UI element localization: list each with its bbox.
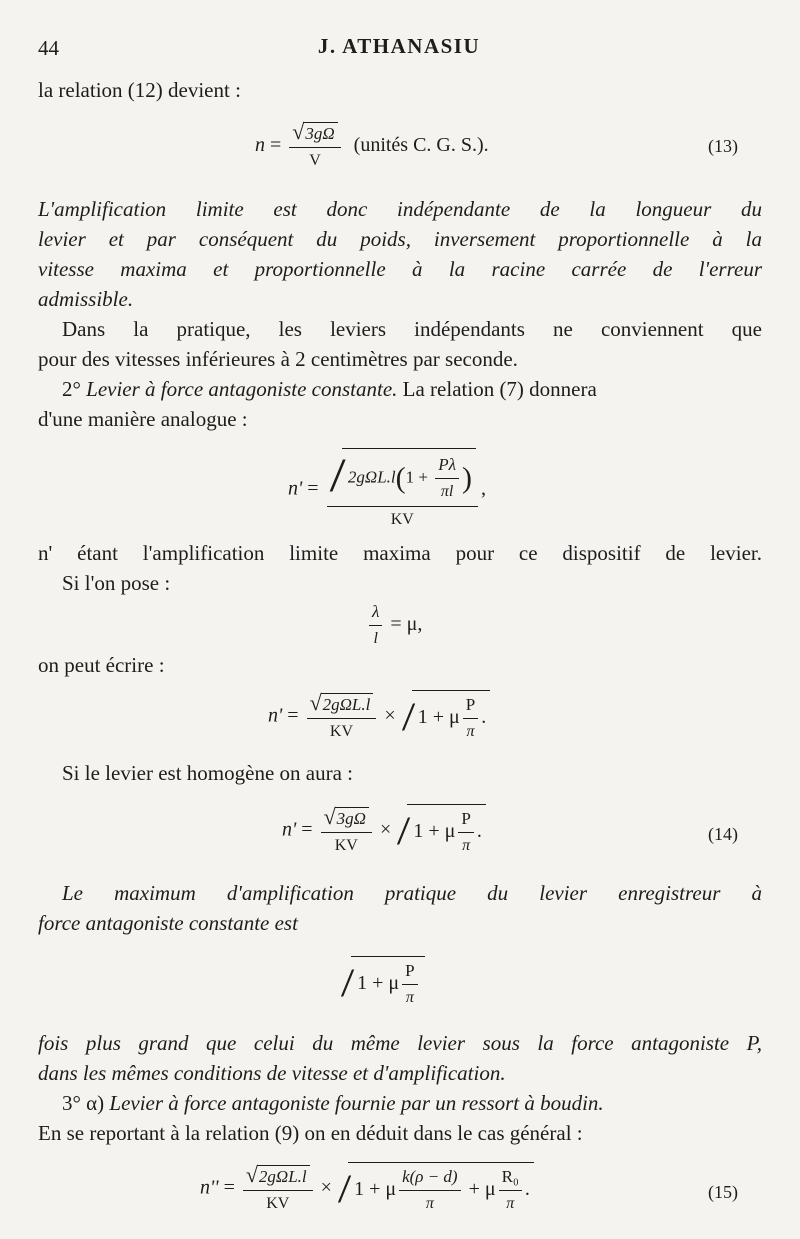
text-line: Si le levier est homogène on aura :	[62, 761, 353, 785]
eq-term: 2gΩL.	[347, 467, 391, 487]
equation-factor: / 1 + μ $\frac{P}{\pi}$	[340, 956, 425, 1010]
eq-term: l	[390, 467, 396, 487]
text-run: La relation (7) donnera	[397, 377, 597, 401]
text-line: admissible.	[38, 287, 134, 311]
eq-denominator: V	[309, 152, 321, 170]
text-line	[38, 374, 762, 404]
running-head: J. ATHANASIU	[317, 34, 481, 58]
eq-denominator: π	[466, 723, 475, 740]
eq-lhs: n'	[268, 704, 283, 727]
eq-denominator: π	[425, 1195, 434, 1212]
text-line: on peut écrire :	[38, 653, 165, 677]
eq-fraction: $\frac{\text{√2gΩL.l}}{KV}$	[307, 690, 377, 743]
section-title: Levier à force antagoniste fournie par un ressort à boudin.	[109, 1091, 604, 1115]
eq-fraction: $\frac{\text{√2gΩL.l}}{KV}$	[243, 1162, 313, 1215]
text-line: force antagoniste constante est	[38, 911, 298, 935]
eq-denominator: KV	[266, 1194, 290, 1212]
eq-fraction: / 2gΩL.l(1 + $\frac{P\lambda}{\pi l}$ ) KV	[327, 448, 478, 532]
eq-lhs: n'	[282, 818, 297, 841]
eq-inner-fraction	[399, 1165, 461, 1216]
eq-inner-fraction	[435, 453, 459, 504]
text-line: pour des vitesses inférieures à 2 centimètres par seconde.	[38, 347, 518, 371]
text-line: la relation (12) devient :	[38, 78, 241, 102]
equation-nprime-2: n' = $\frac{\text{√2gΩL.l}}{KV}$ × / 1 + μ $\frac{P}{\pi}$ .	[268, 690, 490, 744]
text-run: 3° α)	[62, 1091, 110, 1115]
eq-lhs: n''	[200, 1176, 219, 1199]
equation-number: (14)	[708, 824, 738, 844]
eq-denominator: π	[506, 1195, 515, 1212]
eq-numerator: P	[463, 693, 478, 719]
eq-numerator: P	[402, 959, 417, 985]
equation-14: n' = $\frac{√3g\Omega}{KV}$ × / 1 + μ $\frac{P}{\pi}$ .	[282, 804, 486, 858]
eq-inner-fraction	[499, 1165, 522, 1216]
equation-number: (13)	[708, 136, 738, 156]
eq-denominator: πl	[440, 483, 454, 500]
eq-inner-fraction	[402, 959, 417, 1010]
equation-mu	[366, 600, 422, 651]
text-line: vitesse maxima et proportionnelle à la racine carrée de l'erreur	[38, 257, 762, 281]
eq-numerator: 3gΩ	[335, 807, 369, 828]
eq-note: (unités C. G. S.).	[353, 134, 489, 157]
equation-number: (15)	[708, 1182, 738, 1202]
eq-numerator: R₀	[499, 1165, 522, 1191]
text-line: levier et par conséquent du poids, inversement proportionnelle à la	[38, 227, 762, 251]
eq-numerator: 2gΩL.l	[321, 693, 374, 714]
section-title: Levier à force antagoniste constante.	[86, 377, 398, 401]
text-line: Dans la pratique, les leviers indépendants ne conviennent que	[62, 317, 762, 341]
text-line: En se reportant à la relation (9) on en déduit dans le cas général :	[38, 1121, 583, 1145]
eq-numerator: λ	[369, 600, 382, 626]
page-header	[38, 32, 760, 62]
eq-fraction: $\frac{√3g\Omega}{V}$	[289, 120, 340, 173]
eq-denominator: l	[373, 630, 378, 647]
equation-15: n'' = $\frac{\text{√2gΩL.l}}{KV}$ × / 1 + μ $\frac{k(\rho - d)}{\pi}$ + μ $\frac{\text{R₀}}{\pi}$ .	[200, 1162, 534, 1216]
eq-numerator: k(ρ − d)	[399, 1165, 461, 1191]
eq-denominator: KV	[334, 836, 358, 854]
text-line: n' étant l'amplification limite maxima pour ce dispositif de levier.	[38, 541, 762, 565]
eq-denominator: π	[462, 837, 471, 854]
eq-denominator: KV	[329, 722, 354, 740]
eq-numerator: P	[458, 807, 473, 833]
eq-lhs: n	[255, 134, 265, 157]
text-run: 2°	[62, 377, 87, 401]
eq-fraction	[369, 600, 382, 651]
equation-13: n = $\frac{√3g\Omega}{V}$ (unités C. G. S.).	[255, 120, 489, 173]
eq-lhs: n'	[288, 477, 303, 500]
text-line: d'une manière analogue :	[38, 407, 248, 431]
eq-numerator: 2gΩL.l	[257, 1165, 310, 1186]
eq-rhs: = μ,	[390, 613, 423, 636]
eq-numerator: 3gΩ	[303, 122, 337, 143]
eq-inner-fraction	[463, 693, 478, 744]
page-number: 44	[38, 36, 59, 60]
text-line: L'amplification limite est donc indépendante de la longueur du	[38, 197, 762, 221]
text-line	[38, 1088, 762, 1118]
eq-denominator: KV	[390, 511, 414, 528]
text-line: fois plus grand que celui du même levier sous la force antagoniste P,	[38, 1031, 762, 1055]
eq-inner-fraction	[458, 807, 473, 858]
eq-fraction: $\frac{√3g\Omega}{KV}$	[321, 804, 372, 857]
eq-numerator: Pλ	[435, 453, 459, 479]
equation-nprime: n' = / 2gΩL.l(1 + $\frac{P\lambda}{\pi l}$ ) KV ,	[288, 448, 486, 532]
eq-denominator: π	[405, 989, 414, 1006]
text-line: Si l'on pose :	[62, 571, 171, 595]
text-line: dans les mêmes conditions de vitesse et d'amplification.	[38, 1061, 506, 1085]
text-line: Le maximum d'amplification pratique du levier enregistreur à	[62, 881, 762, 905]
